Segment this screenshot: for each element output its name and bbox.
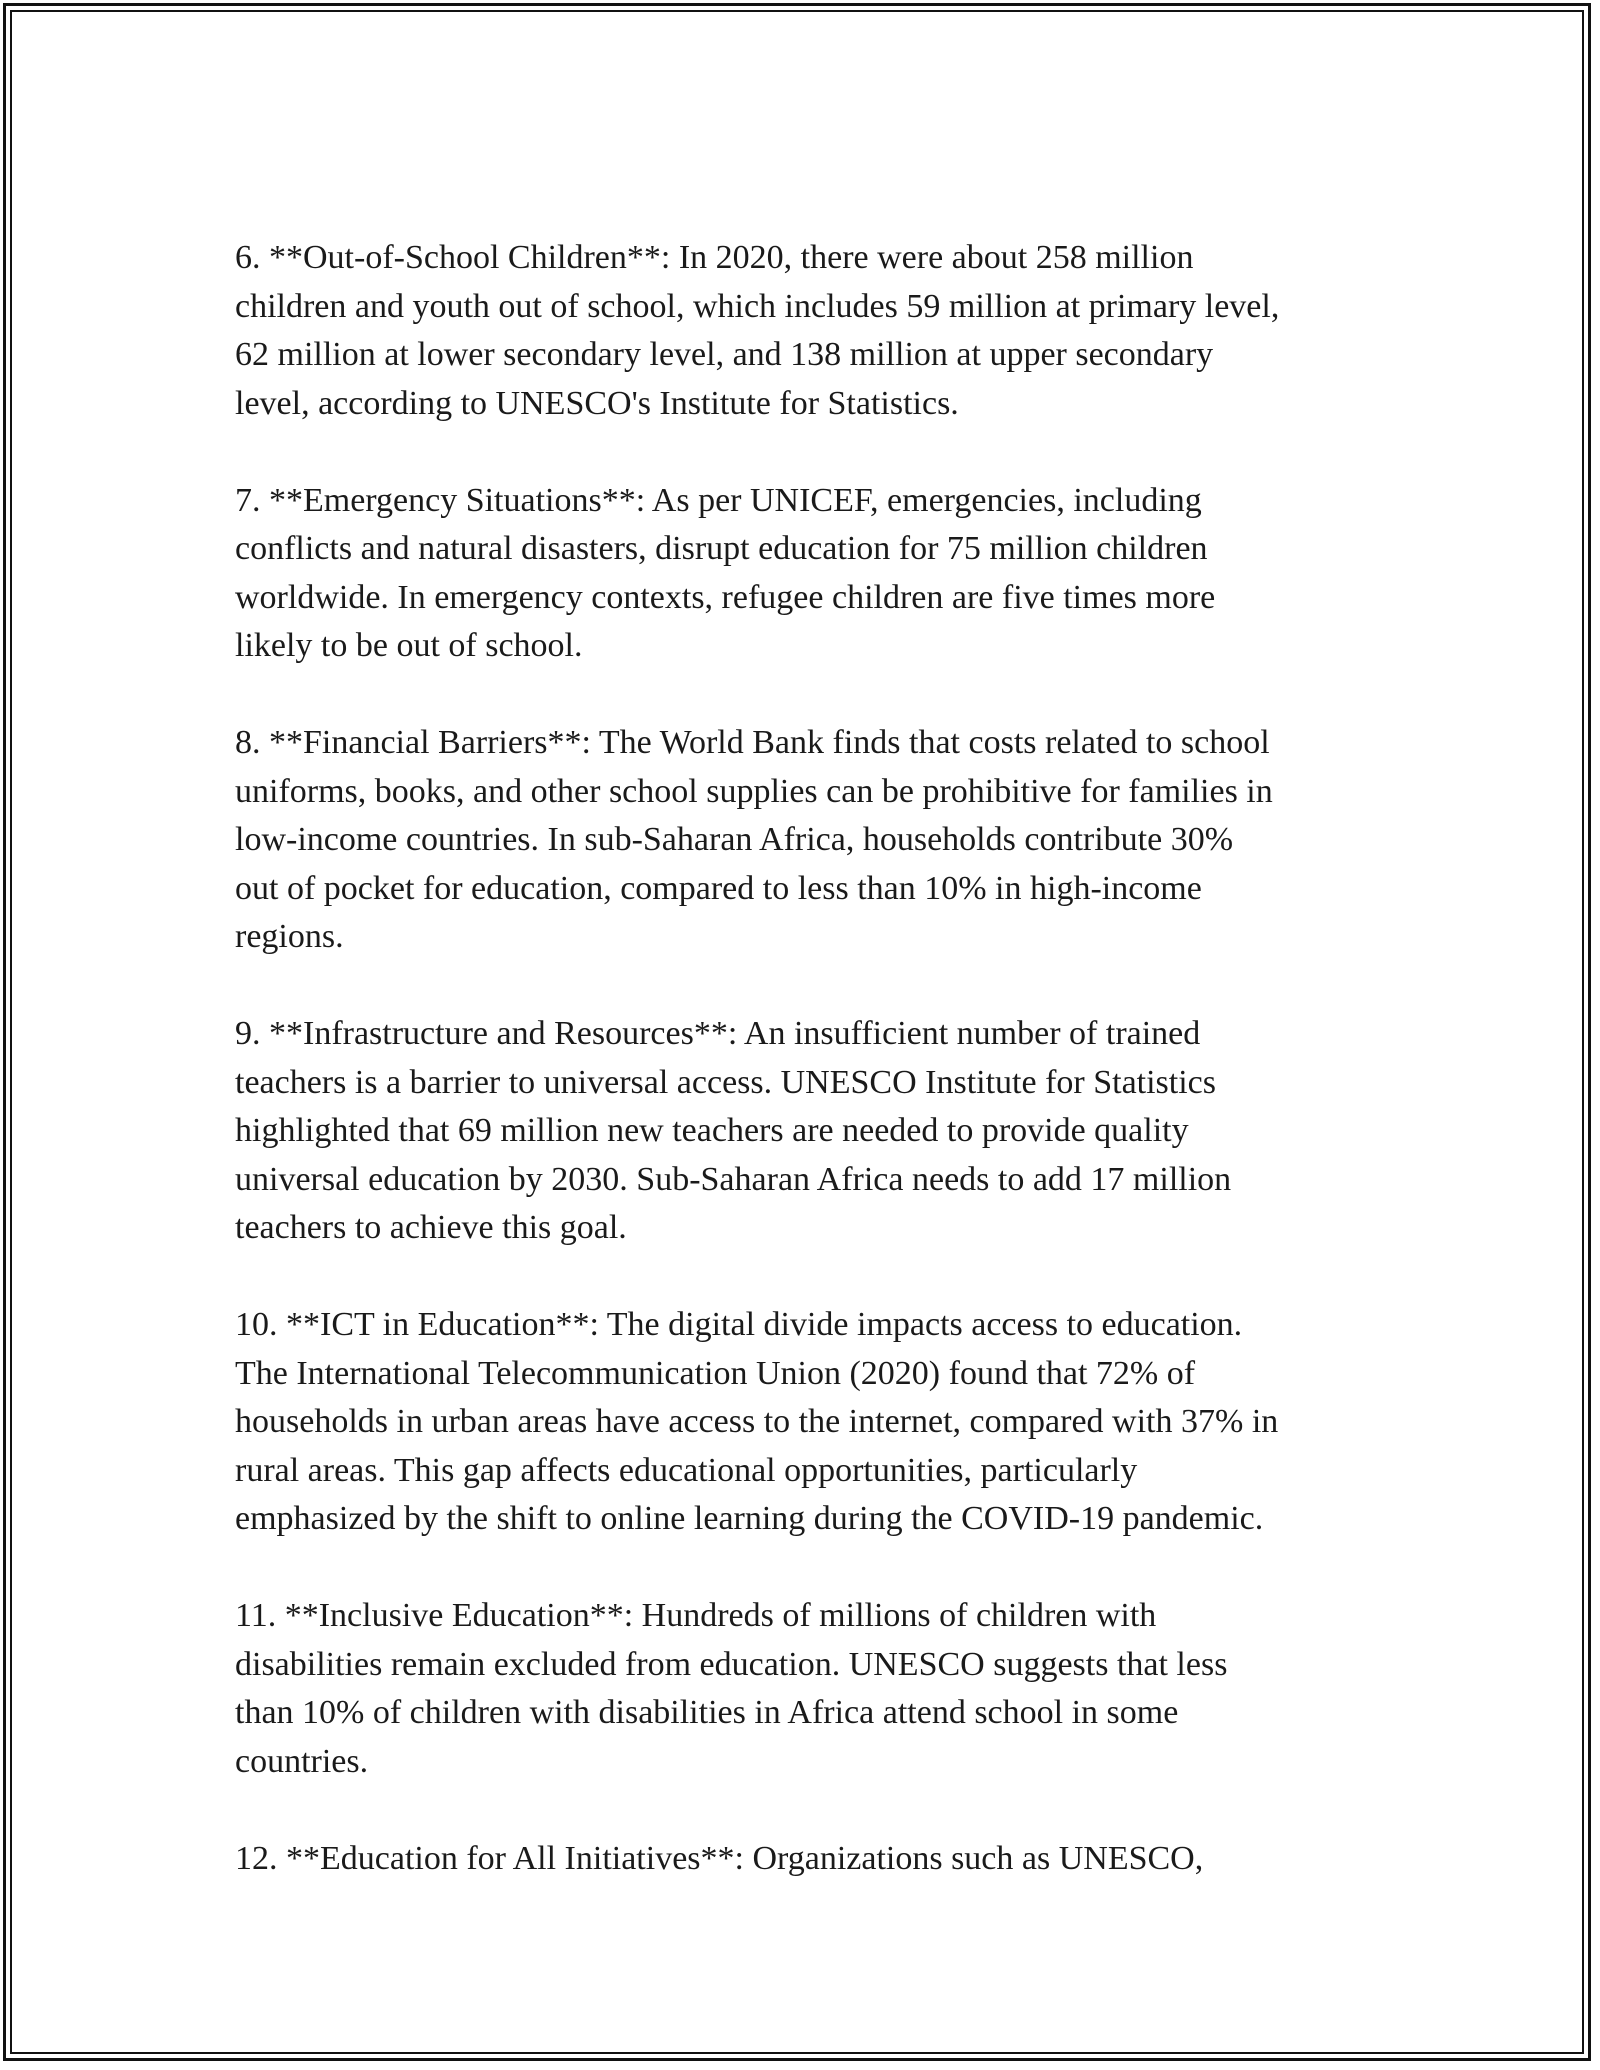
list-item-6: 6. **Out-of-School Children**: In 2020, there were about 258 million children and youth out of school, which includes 59 million at primary level, 62 million at lower secondary level, and 138 million at upper secondary level, according to UNESCO's Institute for Statistics.: [235, 239, 1280, 422]
list-item-8: 8. **Financial Barriers**: The World Bank finds that costs related to school uniforms, books, and other school supplies can be prohibitive for families in low-income countries. In sub-Saharan Africa, households contribute 30% out of pocket for education, compared to less than 10% in high-income regions.: [235, 724, 1273, 955]
document-body: [235, 234, 1375, 1932]
list-item-9: 9. **Infrastructure and Resources**: An insufficient number of trained teachers is a barrier to universal access. UNESCO Institute for Statistics highlighted that 69 million new teachers are needed to provide quality universal education by 2030. Sub-Saharan Africa needs to add 17 million teachers to achieve this goal.: [235, 1015, 1232, 1246]
list-item-12: 12. **Education for All Initiatives**: Organizations such as UNESCO,: [235, 1839, 1204, 1877]
list-item-11: 11. **Inclusive Education**: Hundreds of millions of children with disabilities remain excluded from education. UNESCO suggests that less than 10% of children with disabilities in Africa attend school in some countries.: [235, 1597, 1228, 1780]
list-item-10: 10. **ICT in Education**: The digital divide impacts access to education. The International Telecommunication Union (2020) found that 72% of households in urban areas have access to the internet, compared with 37% in rural areas. This gap affects educational opportunities, particularly emphasized by the shift to online learning during the COVID-19 pandemic.: [235, 1306, 1279, 1537]
list-item-7: 7. **Emergency Situations**: As per UNICEF, emergencies, including conflicts and natural disasters, disrupt education for 75 million children worldwide. In emergency contexts, refugee children are five times more likely to be out of school.: [235, 481, 1216, 664]
